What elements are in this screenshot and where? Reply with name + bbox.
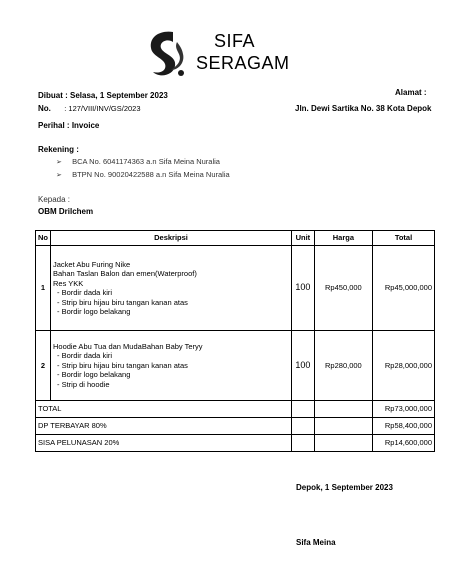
row-no: 2 [36, 331, 51, 401]
sifa-seragam-logo [143, 28, 187, 78]
desc-line: - Bordir dada kiri [57, 288, 113, 297]
row-description [51, 246, 292, 331]
perihal-value: Invoice [71, 121, 100, 130]
table-header-row [36, 231, 435, 246]
header-harga: Harga [314, 231, 372, 246]
rekening-label: Rekening : [38, 145, 79, 154]
row-unit: 100 [292, 246, 315, 331]
desc-line: Hoodie Abu Tua dan MudaBahan Baby Teryy [53, 341, 203, 351]
table-row [36, 331, 435, 401]
bank-text: BCA No. 6041174363 a.n Sifa Meina Nuralia [72, 157, 220, 166]
perihal-row [38, 121, 99, 131]
invoice-table [35, 230, 435, 452]
summary-label: SISA PELUNASAN 20% [36, 435, 292, 452]
desc-line: - Strip di hoodie [57, 379, 110, 389]
no-label: No. [38, 104, 51, 113]
place-date: Depok, 1 September 2023 [296, 483, 393, 492]
arrow-icon: ➢ [56, 172, 62, 179]
no-value: : 127/VIII/INV/GS/2023 [64, 104, 141, 113]
summary-label: DP TERBAYAR 80% [36, 418, 292, 435]
row-total: Rp28,000,000 [373, 331, 435, 401]
desc-line: Res YKK [53, 278, 84, 288]
alamat-label-text: Alamat : [395, 88, 427, 97]
desc-line: - Strip biru hijau biru tangan kanan atas [57, 297, 188, 307]
row-total: Rp45,000,000 [373, 246, 435, 331]
desc-line: - Bordir logo belakang [57, 307, 131, 316]
desc-line: - Strip biru hijau biru tangan kanan atas [57, 360, 188, 370]
desc-line: Bahan Taslan Balon dan emen(Waterproof) [53, 269, 197, 278]
header-total: Total [373, 231, 435, 246]
summary-row-sisa [36, 435, 435, 452]
header-deskripsi: Deskripsi [51, 231, 292, 246]
desc-line: Jacket Abu Furing Nike [53, 259, 131, 269]
bank-item-bca [56, 157, 220, 168]
row-description [51, 331, 292, 401]
arrow-icon: ➢ [56, 159, 62, 166]
brand-line-2: SERAGAM [196, 53, 290, 73]
row-harga: Rp280,000 [314, 331, 372, 401]
summary-value: Rp73,000,000 [373, 401, 435, 418]
brand-line-1: SIFA [214, 31, 256, 51]
row-unit: 100 [292, 331, 315, 401]
header-unit: Unit [292, 231, 315, 246]
summary-value: Rp14,600,000 [373, 435, 435, 452]
row-no: 1 [36, 246, 51, 331]
header-no: No [36, 231, 51, 246]
desc-line: - Bordir logo belakang [57, 370, 131, 380]
dibuat-row [38, 91, 168, 101]
summary-row-total [36, 401, 435, 418]
summary-value: Rp58,400,000 [373, 418, 435, 435]
perihal-label: Perihal : [38, 121, 70, 130]
signer-name: Sifa Meina [296, 538, 336, 547]
alamat-label [395, 88, 427, 98]
bank-text: BTPN No. 90020422588 a.n Sifa Meina Nuralia [72, 170, 230, 179]
alamat-value: Jln. Dewi Sartika No. 38 Kota Depok [295, 104, 432, 113]
summary-label: TOTAL [36, 401, 292, 418]
bank-item-btpn [56, 170, 230, 181]
row-harga: Rp450,000 [314, 246, 372, 331]
kepada-label: Kepada : [38, 195, 71, 204]
summary-row-dp [36, 418, 435, 435]
dibuat-value: Selasa, 1 September 2023 [70, 91, 168, 100]
dibuat-label: Dibuat : [38, 91, 68, 100]
desc-line: - Bordir dada kiri [57, 351, 113, 361]
no-row [38, 104, 141, 114]
brand-name [196, 30, 290, 74]
recipient-name: OBM Drilchem [38, 207, 94, 216]
table-row [36, 246, 435, 331]
